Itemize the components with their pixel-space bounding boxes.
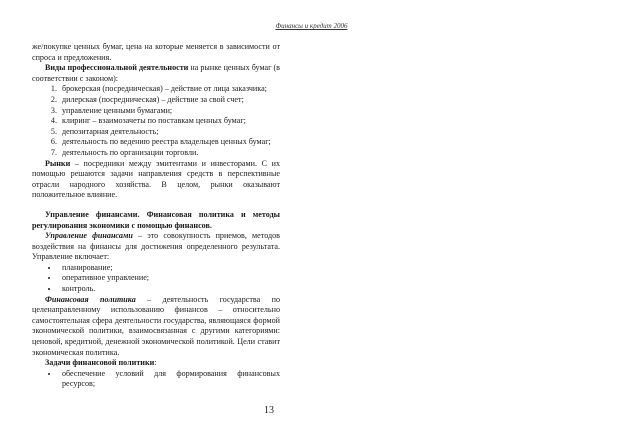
- markets-text: – посредники между эмитентами и инвесторами. С их помощью решаются задачи направления средств в перспективные отрасли народного хозяйства. В целом, рынки оказывают положительное влияние.: [32, 158, 280, 200]
- policy-tasks-intro: [32, 358, 280, 369]
- financial-policy-paragraph: [32, 295, 280, 359]
- list-item: 3. управление ценными бумагами;: [59, 106, 280, 117]
- markets-paragraph: [32, 159, 280, 201]
- finance-management-term: Управление финансами: [45, 231, 133, 241]
- financial-policy-term: Финансовая политика: [45, 294, 136, 304]
- section-heading: Управление финансами. Финансовая политика и методы регулирования экономики с помощью финансов.: [32, 209, 280, 230]
- list-item: 5. депозитарная деятельность;: [59, 127, 280, 138]
- list-item: 2. дилерская (посредническая) – действие за свой счет;: [59, 95, 280, 106]
- finance-management-paragraph: [32, 231, 280, 263]
- list-item: • обеспечение условий для формирования финансовых ресурсов;: [59, 369, 280, 390]
- list-item: 6. деятельность по ведению реестра владельцев ценных бумаг;: [59, 137, 280, 148]
- policy-tasks-term: Задачи финансовой политики: [45, 358, 155, 368]
- markets-term: Рынки: [45, 158, 71, 168]
- policy-tasks-colon: :: [154, 358, 157, 368]
- finance-management-text: – это совокупность приемов, методов воздействия на финансы для достижения определенного результата. Управление включает:: [32, 231, 280, 262]
- section-spacer: [32, 201, 280, 210]
- professional-activities-intro-text: на рынке ценных бумаг (в соответствии с законом):: [32, 63, 281, 83]
- professional-activities-term: Виды профессиональной деятельности: [45, 63, 189, 73]
- list-item: 4. клиринг – взаимозачеты по поставкам ценных бумаг;: [59, 116, 280, 127]
- running-header-title: Финансы и кредит 2006: [275, 22, 348, 30]
- financial-policy-text: – деятельность государства по целенаправленному использованию финансов – относительно самостоятельная сфера деятельности государства, являющаяся формой экономической политики, взаимосвязанная с другими категориями: ценовой, кредитной, денежной экономической политикой. Цели ставит экономическая политика.: [32, 294, 280, 357]
- professional-activities-list: [32, 84, 280, 158]
- list-item: 1. брокерская (посредническая) – действие от лица заказчика;: [59, 84, 280, 95]
- page-content: [32, 42, 280, 390]
- running-header: [0, 22, 623, 30]
- professional-activities-intro: [32, 63, 280, 84]
- list-item: • оперативное управление;: [59, 273, 280, 284]
- list-item: • планирование;: [59, 263, 280, 274]
- list-item: • контроль.: [59, 284, 280, 295]
- page-number: 13: [264, 405, 274, 416]
- continuation-paragraph: же/покупке ценных бумаг, цена на которые меняется в зависимости от спроса и предложения.: [32, 42, 280, 62]
- policy-tasks-list: [32, 369, 280, 390]
- finance-management-list: [32, 263, 280, 295]
- list-item: 7. деятельность по организации торговли.: [59, 148, 280, 159]
